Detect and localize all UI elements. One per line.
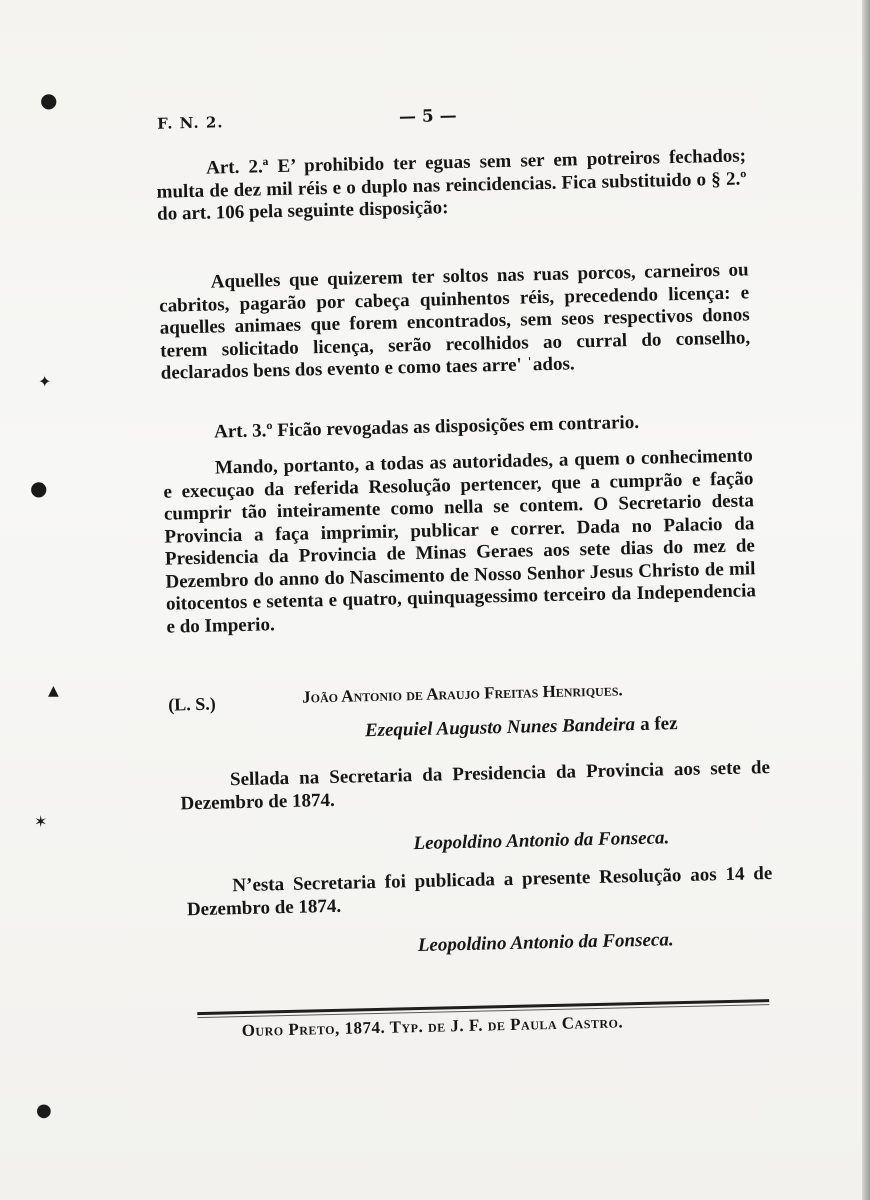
footer-rule xyxy=(197,999,769,1015)
page-number: — 5 — xyxy=(398,105,457,128)
article-3-paragraph: Art. 3.º Ficão revogadas as disposições em contrario. xyxy=(213,411,640,443)
scribe-name: Ezequiel Augusto Nunes Bandeira xyxy=(364,714,636,742)
published-paragraph: N’esta Secretaria foi publicada a presente Resolução aos 14 de Dezembro de 1874. xyxy=(186,862,773,920)
margin-ink-mark: ● xyxy=(36,1100,52,1121)
printer-colophon: Ouro Preto, 1874. Typ. de J. F. de Paula Castro. xyxy=(241,1012,624,1041)
provision-paragraph: Aquelles que quizerem ter soltos nas ruas porcos, carneiros ou cabritos, pagarão por cabeça quinhentos réis, precedendo licença: e aquelles animaes que forem encontrados, sem seos respectivos donos terem solicitado licença, serão recolhidos ao curral do conselho, declarados bens dos evento e como taes arre' ˈados. xyxy=(159,259,751,384)
article-2-paragraph: Art. 2.ª E’ prohibido ter eguas sem ser em potreiros fechados; multa de dez mil réis e o duplo nas reincidencias. Fica substituido o § 2.º do art. 106 pela seguinte disposição: xyxy=(156,145,747,225)
margin-ink-mark: ● xyxy=(30,476,48,500)
margin-ink-mark: ✦ xyxy=(38,372,52,391)
margin-ink-mark: ● xyxy=(40,88,58,112)
margin-ink-mark: ▲ xyxy=(48,683,59,699)
mando-paragraph: Mando, portanto, a todas as autoridades, a quem o conhecimento e execuçao da referida Resolução pertencer, que a cumprão e fação cumprir tão inteiramente como nella se contem. O Secretario desta Provincia a faça imprimir, publicar e correr. Dada no Palacio da Presidencia da Provincia de Minas Geraes aos sete dias do mez de Dezembro do anno do Nascimento de Nosso Senhor Jesus Christo de mil oitocentos e setenta e quatro, quinquagessimo terceiro da Independencia e do Imperio. xyxy=(163,445,757,638)
scribe-line xyxy=(365,713,678,743)
margin-ink-mark: ✶ xyxy=(34,812,48,831)
sealed-paragraph: Sellada na Secretaria da Presidencia da Provincia aos sete de Dezembro de 1874. xyxy=(180,757,771,814)
signature-mark: F. N. 2. xyxy=(156,113,224,133)
sealed-signer: Leopoldino Antonio da Fonseca. xyxy=(413,827,670,855)
published-signer: Leopoldino Antonio da Fonseca. xyxy=(417,929,674,957)
seal-mark: (L. S.) xyxy=(168,693,217,715)
president-signature: João Antonio de Araujo Freitas Henriques. xyxy=(301,680,623,707)
scribe-suffix: a fez xyxy=(639,713,678,735)
